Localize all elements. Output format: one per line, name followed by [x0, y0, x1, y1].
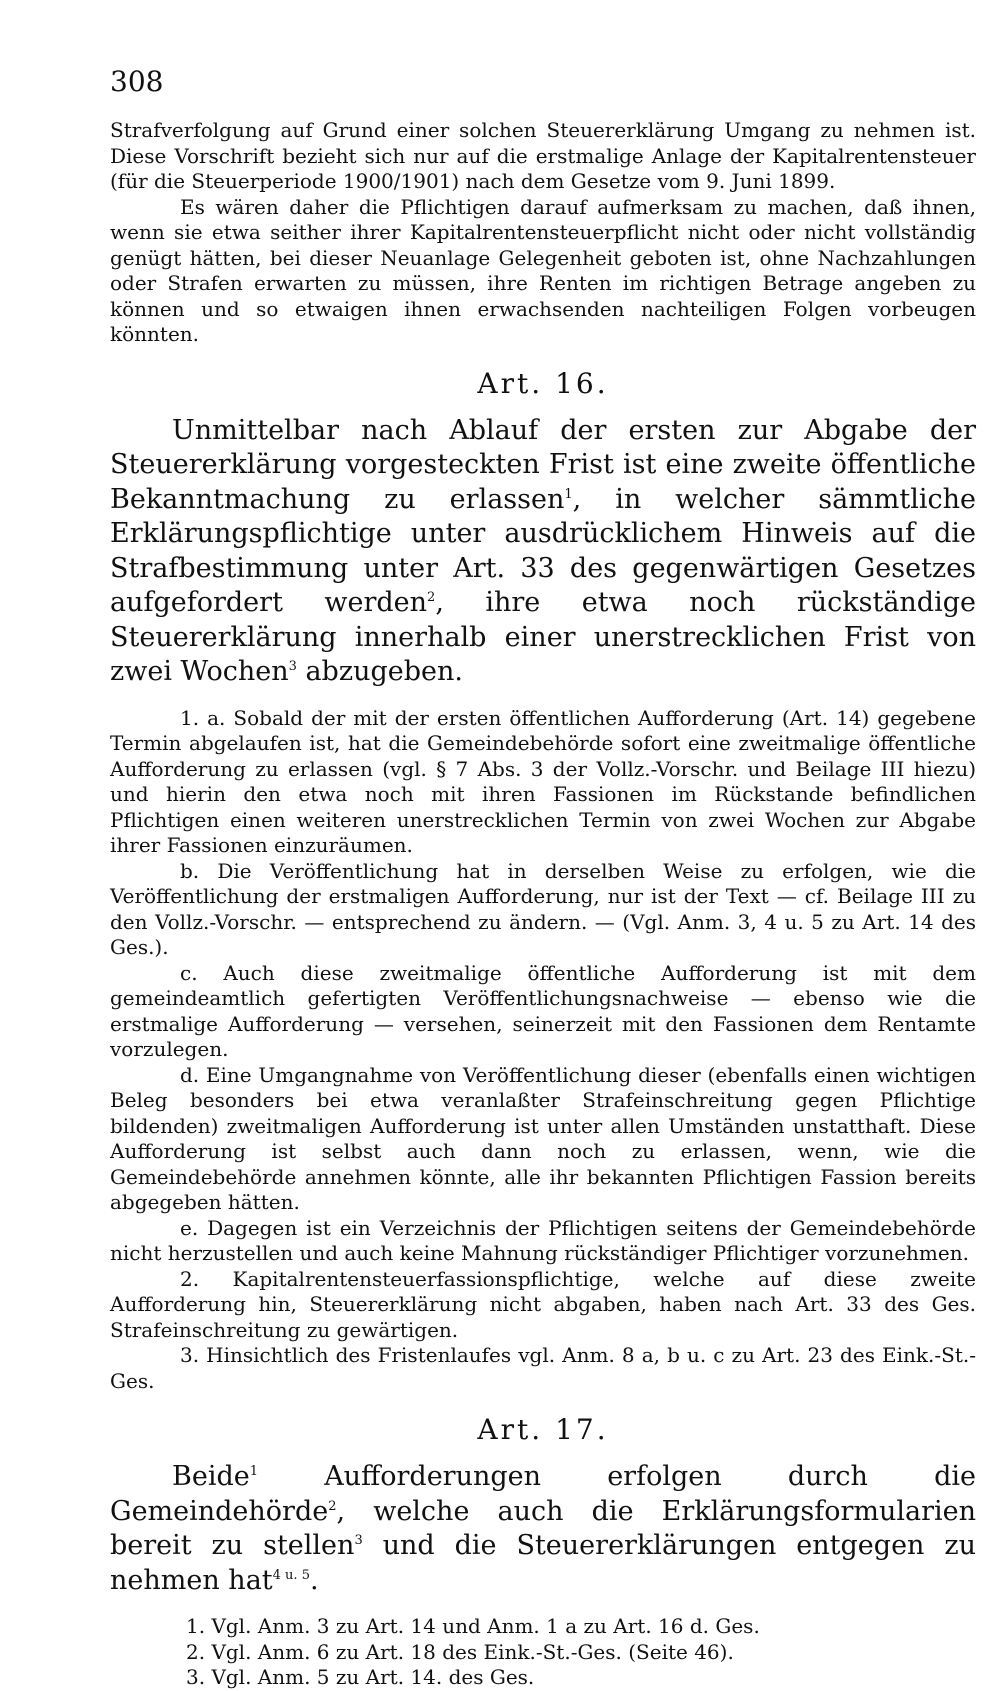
article-17-notes [110, 1614, 976, 1691]
footnote-ref: 2 [328, 1498, 337, 1514]
footnote-ref: 1 [249, 1464, 258, 1479]
article-16-text-part: , in welcher sämmtliche Erklärungspflichtige unter ausdrücklichem Hinweis auf die Strafbestimmung unter Art. 33 des gegenwärtigen Gesetzes aufgefordert werden [110, 483, 977, 618]
footnote-ref: 2 [427, 590, 436, 605]
footnote-ref: 3 [288, 659, 297, 674]
note-1a: 1. a. Sobald der mit der ersten öffentlichen Aufforderung (Art. 14) gegebene Termin abgelaufen ist, hat die Gemeindebehörde sofort eine zweitmalige öffentliche Aufforderung zu erlassen (vgl. § 7 Abs. 3 der Vollz.-Vorschr. und Beilage III hiezu) und hierin den etwa noch mit ihren Fassionen im Rückstande befindlichen Pflichtigen einen weiteren unerstrecklichen Termin von zwei Wochen zur Abgabe ihrer Fassionen einzuräumen. [110, 705, 976, 857]
article-16-text-part: , ihre etwa noch rückständige Steuererklärung innerhalb einer unerstrecklichen Frist von zwei Wochen [110, 587, 976, 687]
article-17-text [110, 1460, 976, 1598]
footnote-ref: 4 u. 5 [272, 1567, 310, 1583]
article-16-notes [110, 706, 976, 1395]
a17-note-2: 2. Vgl. Anm. 6 zu Art. 18 des Eink.-St.-Ges. (Seite 46). [186, 1639, 734, 1664]
article-17-text-part: , welche auch die Erklärungsformularien bereit zu stellen [110, 1495, 976, 1561]
note-1b: b. Die Veröffentlichung hat in derselben Weise zu erfolgen, wie die Veröffentlichung der erstmaligen Aufforderung, nur ist der Text — cf. Beilage III zu den Vollz.-Vorschr. — entsprechend zu ändern. — (Vgl. Anm. 3, 4 u. 5 zu Art. 14 des Ges.). [110, 858, 976, 959]
note-1d: d. Eine Umgangnahme von Veröffentlichung dieser (ebenfalls einen wichtigen Beleg besonders bei etwa veranlaßter Strafeinschreitung gegen Pflichtige bildenden) zweitmaligen Aufforderung ist unter allen Umständen unstatthaft. Diese Aufforderung ist selbst auch dann noch zu erlassen, wenn, wie die Gemeindebehörde annehmen könnte, alle ihr bekannten Pflichtigen Fassion bereits abgegeben hätten. [110, 1062, 976, 1214]
article-17-text-part: Aufforderungen erfolgen durch die Gemeindehörde [110, 1461, 976, 1527]
a17-note-1: 1. Vgl. Anm. 3 zu Art. 14 und Anm. 1 a zu Art. 16 d. Ges. [186, 1614, 760, 1638]
note-1e: e. Dagegen ist ein Verzeichnis der Pflichtigen seitens der Gemeindebehörde nicht herzustellen und auch keine Mahnung rückständiger Pflichtiger vorzunehmen. [110, 1215, 976, 1265]
article-16-text [110, 414, 976, 690]
article-17-text-part: und die Steuererklärungen entgegen zu nehmen hat [110, 1530, 976, 1596]
article-17-heading: Art. 17. [477, 1413, 609, 1446]
intro-paragraph-2: Es wären daher die Pflichtigen darauf aufmerksam zu machen, daß ihnen, wenn sie etwa seither ihrer Kapitalrentensteuerpflicht nicht oder nicht vollständig genügt hätten, bei dieser Neuanlage Gelegenheit geboten ist, ohne Nachzahlungen oder Strafen erwarten zu müssen, ihre Renten im richtigen Betrage angeben zu können und so etwaigen ihnen erwachsenden nachteiligen Folgen vorbeugen könnten. [110, 194, 976, 346]
document-page [110, 64, 976, 1691]
article-17-text-part: . [309, 1564, 319, 1596]
note-3: 3. Hinsichtlich des Fristenlaufes vgl. Anm. 8 a, b u. c zu Art. 23 des Eink.-St.-Ges. [110, 1343, 976, 1393]
article-16-heading: Art. 16. [477, 366, 609, 400]
note-1c: c. Auch diese zweitmalige öffentliche Aufforderung ist mit dem gemeindeamtlich gefertigten Veröffentlichungsnachweise — ebenso wie die erstmalige Aufforderung — versehen, seinerzeit mit den Fassionen dem Rentamte vorzulegen. [110, 960, 976, 1061]
article-16-text-part: abzugeben. [296, 656, 463, 687]
a17-note-3: 3. Vgl. Anm. 5 zu Art. 14. des Ges. [186, 1665, 535, 1689]
note-2: 2. Kapitalrentensteuerfassionspflichtige, welche auf diese zweite Aufforderung hin, Steuererklärung nicht abgaben, haben nach Art. 33 des Ges. Strafeinschreitung zu gewärtigen. [110, 1266, 976, 1342]
intro-paragraph-1: Strafverfolgung auf Grund einer solchen Steuererklärung Umgang zu nehmen ist. Diese Vorschrift bezieht sich nur auf die erstmalige Anlage der Kapitalrentensteuer (für die Steuerperiode 1900/1901) nach dem Gesetze vom 9. Juni 1899. [110, 118, 976, 193]
page-number: 308 [110, 65, 164, 98]
article-16-text-part: Unmittelbar nach Ablauf der ersten zur Abgabe der Steuererklärung vorgesteckten Frist ist eine zweite öffentliche Bekanntmachung zu erlassen [110, 414, 976, 515]
footnote-ref: 1 [564, 486, 573, 502]
article-17-text-part: Beide [172, 1461, 250, 1492]
footnote-ref: 3 [354, 1533, 363, 1548]
